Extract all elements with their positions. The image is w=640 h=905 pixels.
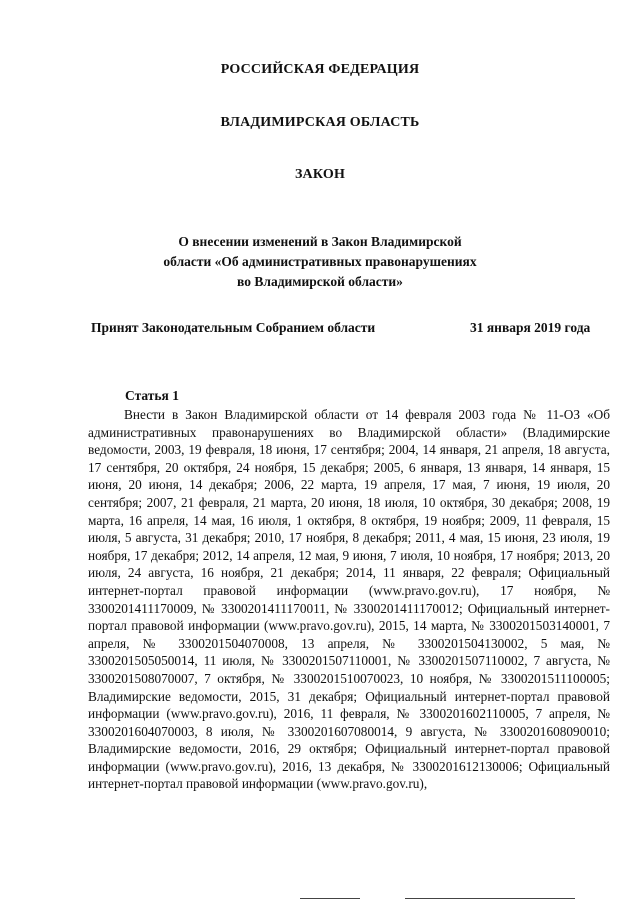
scan-artifact <box>405 898 575 899</box>
law-title-line: области «Об административных правонарушениях <box>163 254 477 269</box>
adoption-date: 31 января 2019 года <box>470 320 591 335</box>
article-heading: Статья 1 <box>125 388 179 403</box>
scan-artifact <box>300 898 360 899</box>
adoption-statement: Принят Законодательным Собранием области <box>91 320 376 335</box>
country-heading: РОССИЙСКАЯ ФЕДЕРАЦИЯ <box>220 62 420 77</box>
law-title-line: О внесении изменений в Закон Владимирской <box>178 234 462 249</box>
law-title <box>120 232 520 292</box>
region-heading: ВЛАДИМИРСКАЯ ОБЛАСТЬ <box>220 115 420 130</box>
document-type-heading: ЗАКОН <box>294 167 346 182</box>
law-title-line: во Владимирской области» <box>237 274 403 289</box>
article-body: Внести в Закон Владимирской области от 14 февраля 2003 года № 11-ОЗ «Об административных правонарушениях во Владимирской области» (Владимирские ведомости, 2003, 19 февраля, 18 июня, 17 сентября; 2004, 14 января, 21 апреля, 18 августа, 17 сентября, 20 октября, 24 ноября, 15 декабря; 2005, 6 января, 13 января, 14 января, 15 июня, 20 июня, 14 декабря; 2006, 22 марта, 19 апреля, 17 мая, 7 июня, 19 июля, 20 сентября; 2007, 21 февраля, 21 марта, 20 июня, 18 июля, 10 октября, 30 декабря; 2008, 19 марта, 16 апреля, 14 мая, 16 июля, 1 октября, 8 октября, 19 ноября; 2009, 11 февраля, 15 июля, 5 августа, 31 декабря; 2010, 17 ноября, 8 декабря; 2011, 4 мая, 15 июня, 23 июля, 19 ноября, 17 декабря; 2012, 14 апреля, 12 мая, 9 июня, 7 июля, 10 ноября, 17 ноября; 2013, 20 июля, 24 августа, 16 ноября, 21 декабря; 2014, 11 января, 22 февраля; Официальный интернет-портал правовой информации (www.pravo.gov.ru), 17 ноября, № 3300201411170009, № 3300201411170011, № 3300201411170012; Официальный интернет-портал правовой информации (www.pravo.gov.ru), 2015, 14 марта, № 3300201503140001, 7 апреля, № 3300201504070008, 13 апреля, № 3300201504130002, 5 мая, № 3300201505050014, 11 июля, № 3300201507110001, № 3300201507110002, 7 августа, № 3300201508070007, 7 октября, № 3300201510070023, 10 ноября, № 3300201511100005; Владимирские ведомости, 2015, 31 декабря; Официальный интернет-портал правовой информации (www.pravo.gov.ru), 2016, 11 февраля, № 3300201602110005, 7 апреля, № 3300201604070003, 8 июля, № 3300201607080014, 9 августа, № 3300201608090010; Владимирские ведомости, 2016, 29 октября; Официальный интернет-портал правовой информации (www.pravo.gov.ru), 2016, 13 декабря, № 3300201612130006; Официальный интернет-портал правовой информации (www.pravo.gov.ru), <box>88 407 610 792</box>
